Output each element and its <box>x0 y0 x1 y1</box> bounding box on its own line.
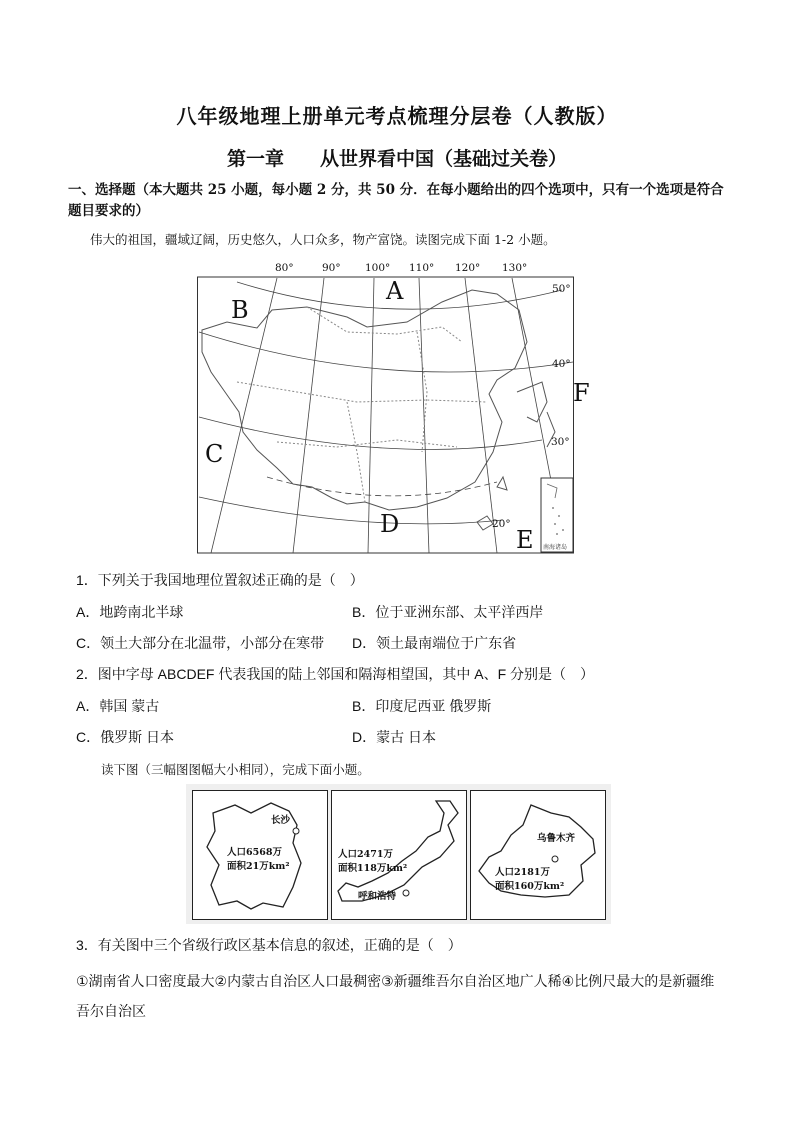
city-urumqi: 乌鲁木齐 <box>537 833 576 844</box>
province-figure <box>186 784 611 924</box>
lon-label-80: 80° <box>275 262 294 274</box>
q2-option-a[interactable]: A．韩国 蒙古 <box>76 698 160 714</box>
panel-hunan <box>192 790 328 920</box>
xinjiang-population: 人口2181万 <box>495 867 550 878</box>
q2-option-d[interactable]: D．蒙古 日本 <box>352 729 436 745</box>
map-letter-a: A <box>386 277 404 305</box>
intro-text-2: 读下图（三幅图图幅大小相同），完成下面小题。 <box>101 762 370 777</box>
chapter-number: 第一章 <box>226 148 284 170</box>
inner-mongolia-area: 面积118万km² <box>338 863 408 874</box>
q2-option-c[interactable]: C．俄罗斯 日本 <box>76 729 174 745</box>
panel-inner-mongolia <box>331 790 467 920</box>
map-letter-c: C <box>205 440 224 468</box>
q3-statements: ①湖南省人口密度最大②内蒙古自治区人口最稠密③新疆维吾尔自治区地广人稀④比例尺最大的是新疆维吾尔自治区 <box>76 973 715 1019</box>
question-3: 3．有关图中三个省级行政区基本信息的叙述，正确的是（ ） <box>76 937 462 953</box>
lon-label-90: 90° <box>322 262 341 274</box>
chapter-title: 从世界看中国（基础过关卷） <box>320 148 568 170</box>
intro-text-1: 伟大的祖国，疆域辽阔，历史悠久，人口众多，物产富饶。读图完成下面 1-2 小题。 <box>90 232 556 247</box>
map-letter-b: B <box>231 296 249 324</box>
inset-label: 南海诸岛 <box>543 544 568 551</box>
q1-option-c[interactable]: C．领土大部分在北温带，小部分在寒带 <box>76 635 325 651</box>
q1-option-b[interactable]: B．位于亚洲东部、太平洋西岸 <box>352 604 544 620</box>
q1-option-d[interactable]: D．领土最南端位于广东省 <box>352 635 517 651</box>
q1-option-a[interactable]: A．地跨南北半球 <box>76 604 184 620</box>
xinjiang-area: 面积160万km² <box>495 881 565 892</box>
hunan-area: 面积21万km² <box>227 861 290 872</box>
question-1: 1．下列关于我国地理位置叙述正确的是（ ） <box>76 572 364 588</box>
hunan-population: 人口6568万 <box>227 847 282 858</box>
lon-label-130: 130° <box>502 262 528 274</box>
inner-mongolia-population: 人口2471万 <box>338 849 393 860</box>
lat-label-40: 40° <box>552 358 571 370</box>
lon-label-100: 100° <box>365 262 391 274</box>
panel-xinjiang <box>470 790 606 920</box>
question-2: 2．图中字母 ABCDEF 代表我国的陆上邻国和隔海相望国，其中 A、F 分别是（ ） <box>76 666 595 682</box>
lat-label-50: 50° <box>552 283 571 295</box>
section-heading: 一、选择题（本大题共 25 小题，每小题 2 分，共 50 分．在每小题给出的四个选项中，只有一个选项是符合题目要求的） <box>68 182 724 219</box>
map-letter-f: F <box>573 379 590 407</box>
q2-option-b[interactable]: B．印度尼西亚 俄罗斯 <box>352 698 492 714</box>
city-hohhot: 呼和浩特 <box>358 891 397 902</box>
map-letter-e: E <box>516 526 534 554</box>
map-letter-d: D <box>380 510 400 538</box>
city-changsha: 长沙 <box>271 815 291 826</box>
lat-label-30: 30° <box>551 436 570 448</box>
lon-label-120: 120° <box>455 262 481 274</box>
lat-label-20: 20° <box>492 518 511 530</box>
chapter-heading <box>0 144 794 171</box>
lon-label-110: 110° <box>409 262 435 274</box>
page-title: 八年级地理上册单元考点梳理分层卷（人教版） <box>176 104 618 128</box>
